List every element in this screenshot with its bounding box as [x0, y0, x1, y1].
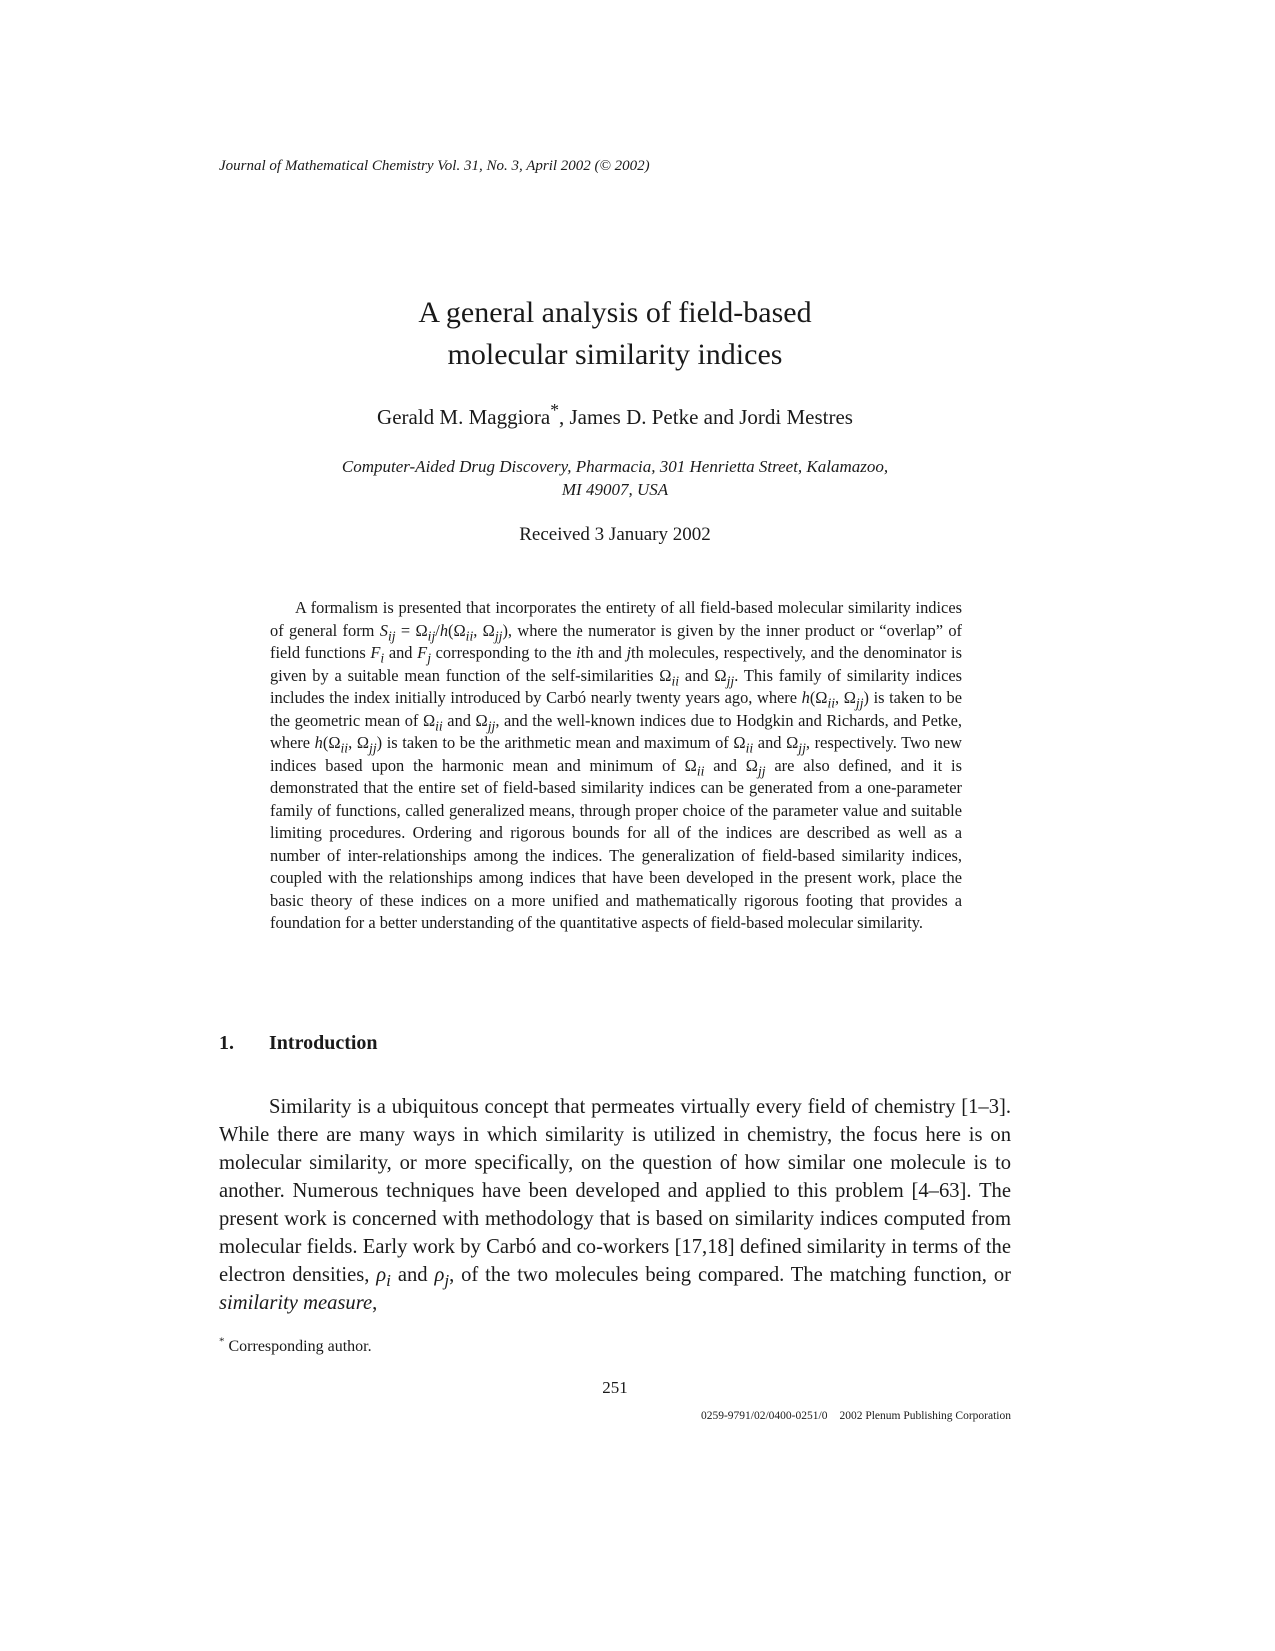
- footnote-text: Corresponding author.: [228, 1338, 372, 1355]
- title-line-2: molecular similarity indices: [447, 338, 783, 371]
- lead-author: Gerald M. Maggiora: [377, 405, 551, 429]
- affiliation: [0, 455, 1230, 501]
- footnote-mark: *: [219, 1335, 225, 1348]
- section-heading: [219, 1032, 378, 1055]
- journal-header: Journal of Mathematical Chemistry Vol. 31, No. 3, April 2002 (© 2002): [219, 158, 650, 174]
- author-list: [0, 400, 1230, 430]
- affiliation-line-1: Computer-Aided Drug Discovery, Pharmacia, 301 Henrietta Street, Kalamazoo,: [341, 457, 889, 476]
- paper-title: [0, 292, 1230, 376]
- page-number: 251: [602, 1378, 628, 1397]
- corresponding-author-mark: *: [550, 400, 559, 420]
- abstract: A formalism is presented that incorporates the entirety of all field-based molecular similarity indices of general form $S_{ij} = \Omega_{ij}/h(\Omega_{ii}$, $\Omega_{jj}$), where the numerator is given by the inner product or “overlap” of field functions $F_i$ and $F_j$ corresponding to the ith and jth molecules, respectively, and the denominator is given by a suitable mean function of the self-similarities $\Omega_{ii}$ and $\Omega_{jj}$. This family of similarity indices includes the index initially introduced by Carbó nearly twenty years ago, where $h(\Omega_{ii}$, $\Omega_{jj}$) is taken to be the geometric mean of $\Omega_{ii}$ and $\Omega_{jj}$, and the well-known indices due to Hodgkin and Richards, and Petke, where $h(\Omega_{ii}$, $\Omega_{jj}$) is taken to be the arithmetic mean and maximum of $\Omega_{ii}$ and $\Omega_{jj}$, respectively. Two new indices based upon the harmonic mean and minimum of $\Omega_{ii}$ and $\Omega_{jj}$ are also defined, and it is demonstrated that the entire set of field-based similarity indices can be generated from a one-parameter family of functions, called generalized means, through proper choice of the parameter value and suitable limiting procedures. Ordering and rigorous bounds for all of the indices are described as well as a number of inter-relationships among the indices. The generalization of field-based similarity indices, coupled with the relationships among indices that have been developed in the present work, place the basic theory of these indices on a more unified and mathematically rigorous footing that provides a foundation for a better understanding of the quantitative aspects of field-based molecular similarity.: [270, 598, 962, 932]
- received-date: Received 3 January 2002: [519, 524, 711, 545]
- section-title: Introduction: [269, 1032, 378, 1054]
- affiliation-line-2: MI 49007, USA: [561, 480, 669, 499]
- article-code: 0259-9791/02/0400-0251/0: [700, 1410, 828, 1422]
- section-number: 1.: [219, 1032, 234, 1054]
- footnote: [219, 1335, 372, 1356]
- intro-paragraph: Similarity is a ubiquitous concept that permeates virtually every field of chemistry [1–3]. While there are many ways in which similarity is utilized in chemistry, the focus here is on molecular similarity, or more specifically, on the question of how similar one molecule is to another. Numerous techniques have been developed and applied to this problem [4–63]. The present work is concerned with methodology that is based on similarity indices computed from molecular fields. Early work by Carbó and co-workers [17,18] defined similarity in terms of the electron densities, $\rho_i$ and $\rho_j$, of the two molecules being compared. The matching function, or similarity measure,: [219, 1096, 1011, 1314]
- publisher: 2002 Plenum Publishing Corporation: [839, 1410, 1011, 1422]
- title-line-1: A general analysis of field-based: [418, 296, 812, 329]
- co-authors: , James D. Petke and Jordi Mestres: [559, 405, 853, 429]
- copyright-line: [701, 1410, 1011, 1422]
